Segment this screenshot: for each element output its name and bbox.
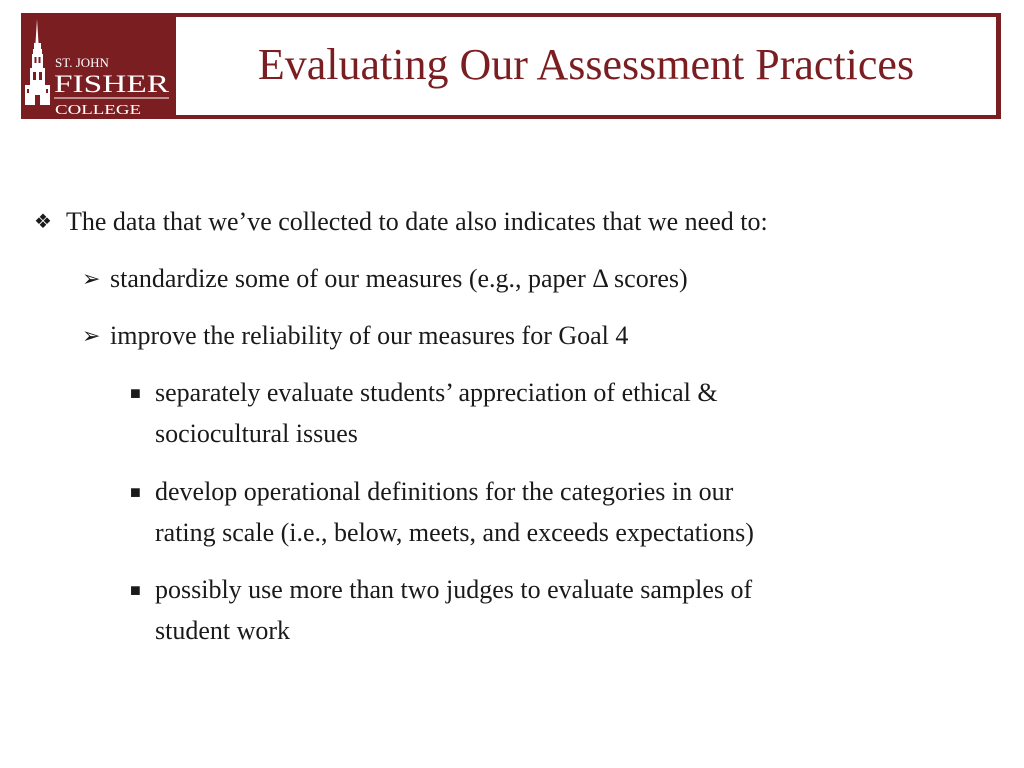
diamond-bullet-icon: ❖ — [34, 211, 52, 233]
square-bullet-icon: ■ — [130, 482, 141, 502]
bullet-sub-reliability — [82, 316, 628, 356]
arrow-bullet-icon: ➢ — [82, 266, 101, 291]
bullet-item-evaluate — [130, 373, 718, 413]
bullet-item-continuation: rating scale (i.e., below, meets, and exceeds expectations) — [155, 518, 754, 547]
logo-line1: ST. JOHN — [55, 55, 109, 70]
bullet-sub-standardize — [82, 259, 688, 299]
bullet-item-text: develop operational definitions for the categories in our — [155, 477, 734, 506]
bullet-item-continuation: sociocultural issues — [155, 419, 358, 448]
slide-title: Evaluating Our Assessment Practices — [257, 40, 915, 89]
college-logo — [21, 13, 173, 119]
bullet-item-judges — [130, 570, 752, 610]
logo-line3: COLLEGE — [55, 103, 141, 118]
bullet-item-continuation: student work — [155, 616, 291, 645]
title-box — [176, 17, 996, 115]
square-bullet-icon: ■ — [130, 580, 141, 600]
bullet-sub-text: improve the reliability of our measures for Goal 4 — [110, 321, 629, 350]
bullet-sub-text: standardize some of our measures (e.g., paper Δ scores) — [110, 264, 688, 293]
logo-line2: FISHER — [54, 71, 170, 98]
bullet-item-definitions — [130, 472, 733, 512]
bullet-main-text: The data that we’ve collected to date also indicates that we need to: — [66, 207, 768, 236]
arrow-bullet-icon: ➢ — [82, 323, 101, 348]
square-bullet-icon: ■ — [130, 383, 141, 403]
bullet-item-text: possibly use more than two judges to evaluate samples of — [155, 575, 753, 604]
bullet-main — [34, 202, 768, 242]
bullet-item-text: separately evaluate students’ appreciation of ethical & — [155, 378, 718, 407]
